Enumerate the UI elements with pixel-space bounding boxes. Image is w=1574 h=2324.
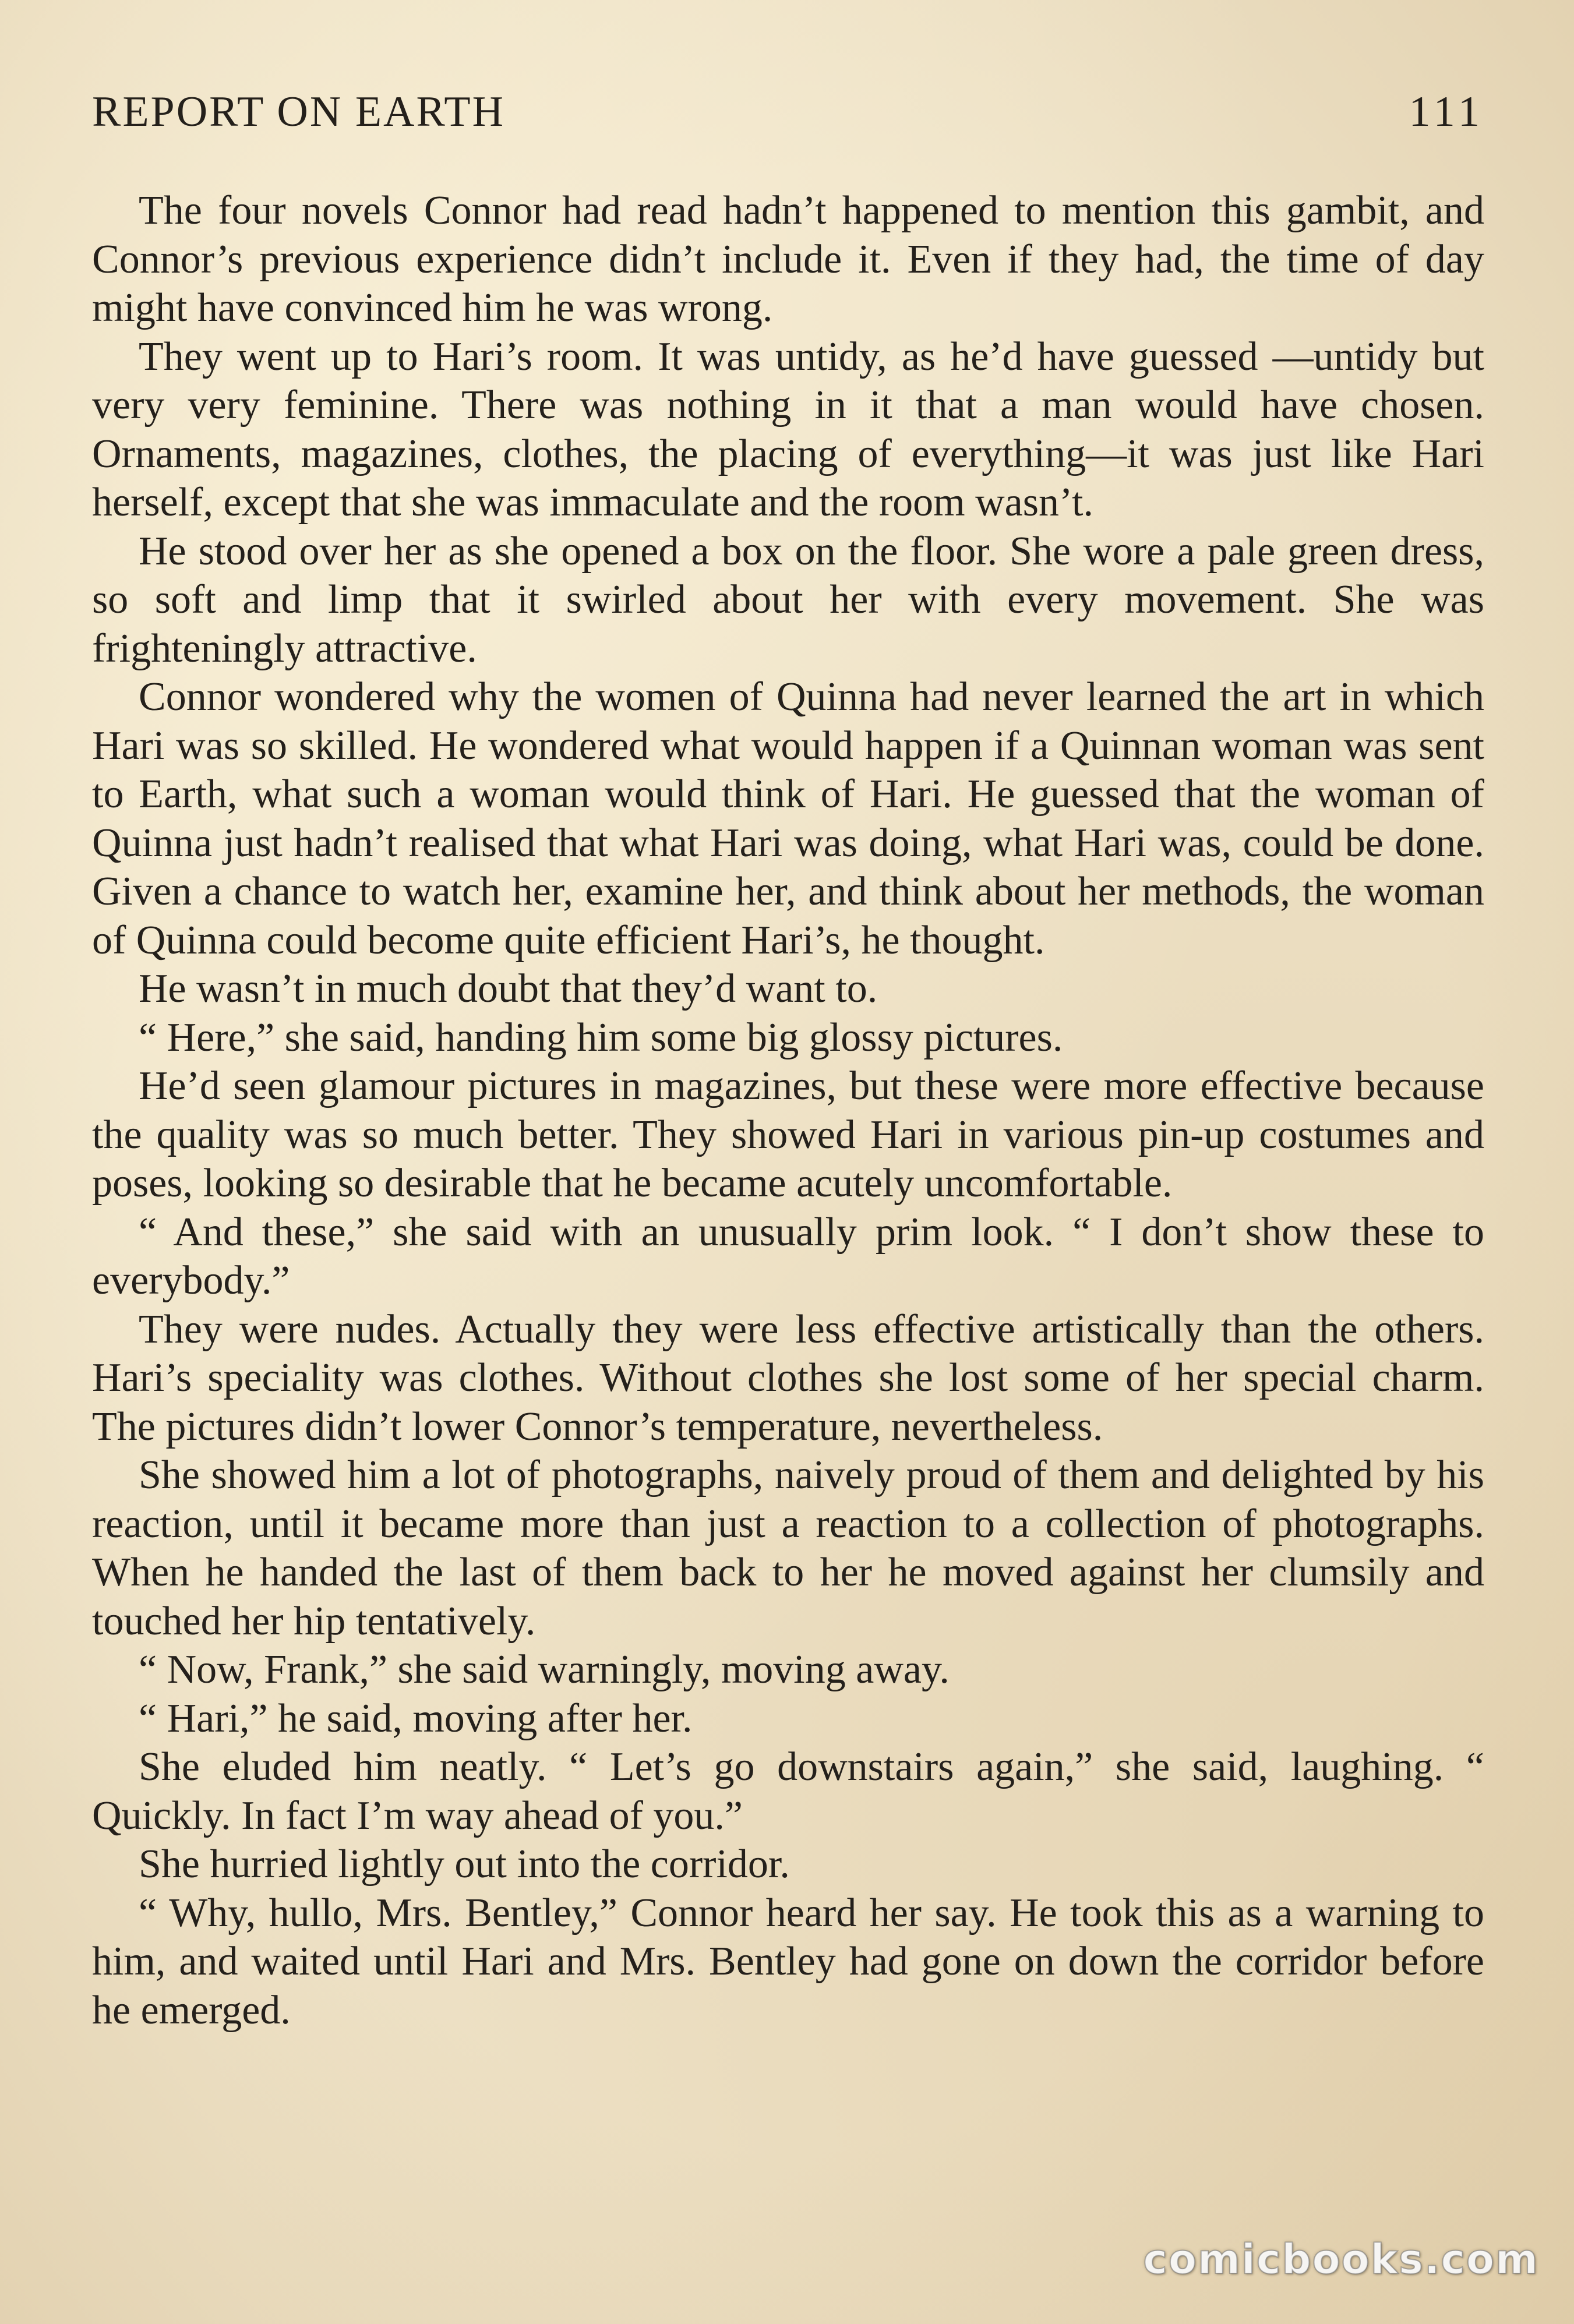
paragraph: He stood over her as she opened a box on the floor. She wore a pale green dress, so soft and limp that it swirled about her with every movement. She was frighteningly attractive. [92, 528, 1484, 671]
paragraph: She eluded him neatly. “ Let’s go downstairs again,” she said, laughing. “ Quickly. In fact I’m way ahead of you.” [92, 1744, 1484, 1838]
running-title: REPORT ON EARTH [92, 88, 506, 136]
paragraph: “ Here,” she said, handing him some big glossy pictures. [139, 1015, 1063, 1060]
paragraph: He’d seen glamour pictures in magazines, but these were more effective because the quality was so much better. They showed Hari in various pin-up costumes and poses, looking so desirable that he became acutely uncomfortable. [92, 1064, 1484, 1206]
paragraph: “ Why, hullo, Mrs. Bentley,” Connor heard her say. He took this as a warning to him, and waited until Hari and Mrs. Bentley had gone on down the corridor before he emerged. [92, 1890, 1484, 2033]
paragraph: She hurried lightly out into the corridor. [139, 1842, 790, 1887]
running-header [92, 87, 1484, 140]
paragraph: They went up to Hari’s room. It was untidy, as he’d have guessed —untidy but very very feminine. There was nothing in it that a man would have chosen. Ornaments, magazines, clothes, the placing of everything—it was just like Hari herself, except that she was immaculate and the room wasn’t. [92, 334, 1484, 525]
paragraph: She showed him a lot of photographs, naively proud of them and delighted by his reaction, until it became more than just a reaction to a collection of photographs. When he handed the last of them back to her he moved against her clumsily and touched her hip tentatively. [92, 1453, 1484, 1644]
paragraph: They were nudes. Actually they were less effective artistically than the others. Hari’s speciality was clothes. Without clothes she lost some of her special charm. The pictures didn’t lower Connor’s temperature, nevertheless. [92, 1306, 1484, 1449]
paragraph: Connor wondered why the women of Quinna had never learned the art in which Hari was so skilled. He wondered what would happen if a Quinnan woman was sent to Earth, what such a woman would think of Hari. He guessed that the woman of Quinna just hadn’t realised that what Hari was doing, what Hari was, could be done. Given a chance to watch her, examine her, and think about her methods, the woman of Quinna could become quite efficient Hari’s, he thought. [92, 674, 1484, 963]
paragraph: “ Hari,” he said, moving after her. [139, 1696, 693, 1741]
paragraph: He wasn’t in much doubt that they’d want to. [139, 966, 878, 1011]
body-text [92, 186, 1484, 2035]
paragraph: “ Now, Frank,” she said warningly, moving away. [139, 1647, 950, 1692]
paragraph: “ And these,” she said with an unusually prim look. “ I don’t show these to everybody.” [92, 1209, 1484, 1303]
paragraph: The four novels Connor had read hadn’t happened to mention this gambit, and Connor’s previous experience didn’t include it. Even if they had, the time of day might have convinced him he was wrong. [92, 188, 1484, 330]
site-watermark: comicbooks.com [1143, 2235, 1539, 2283]
page-number: 111 [1409, 88, 1484, 136]
